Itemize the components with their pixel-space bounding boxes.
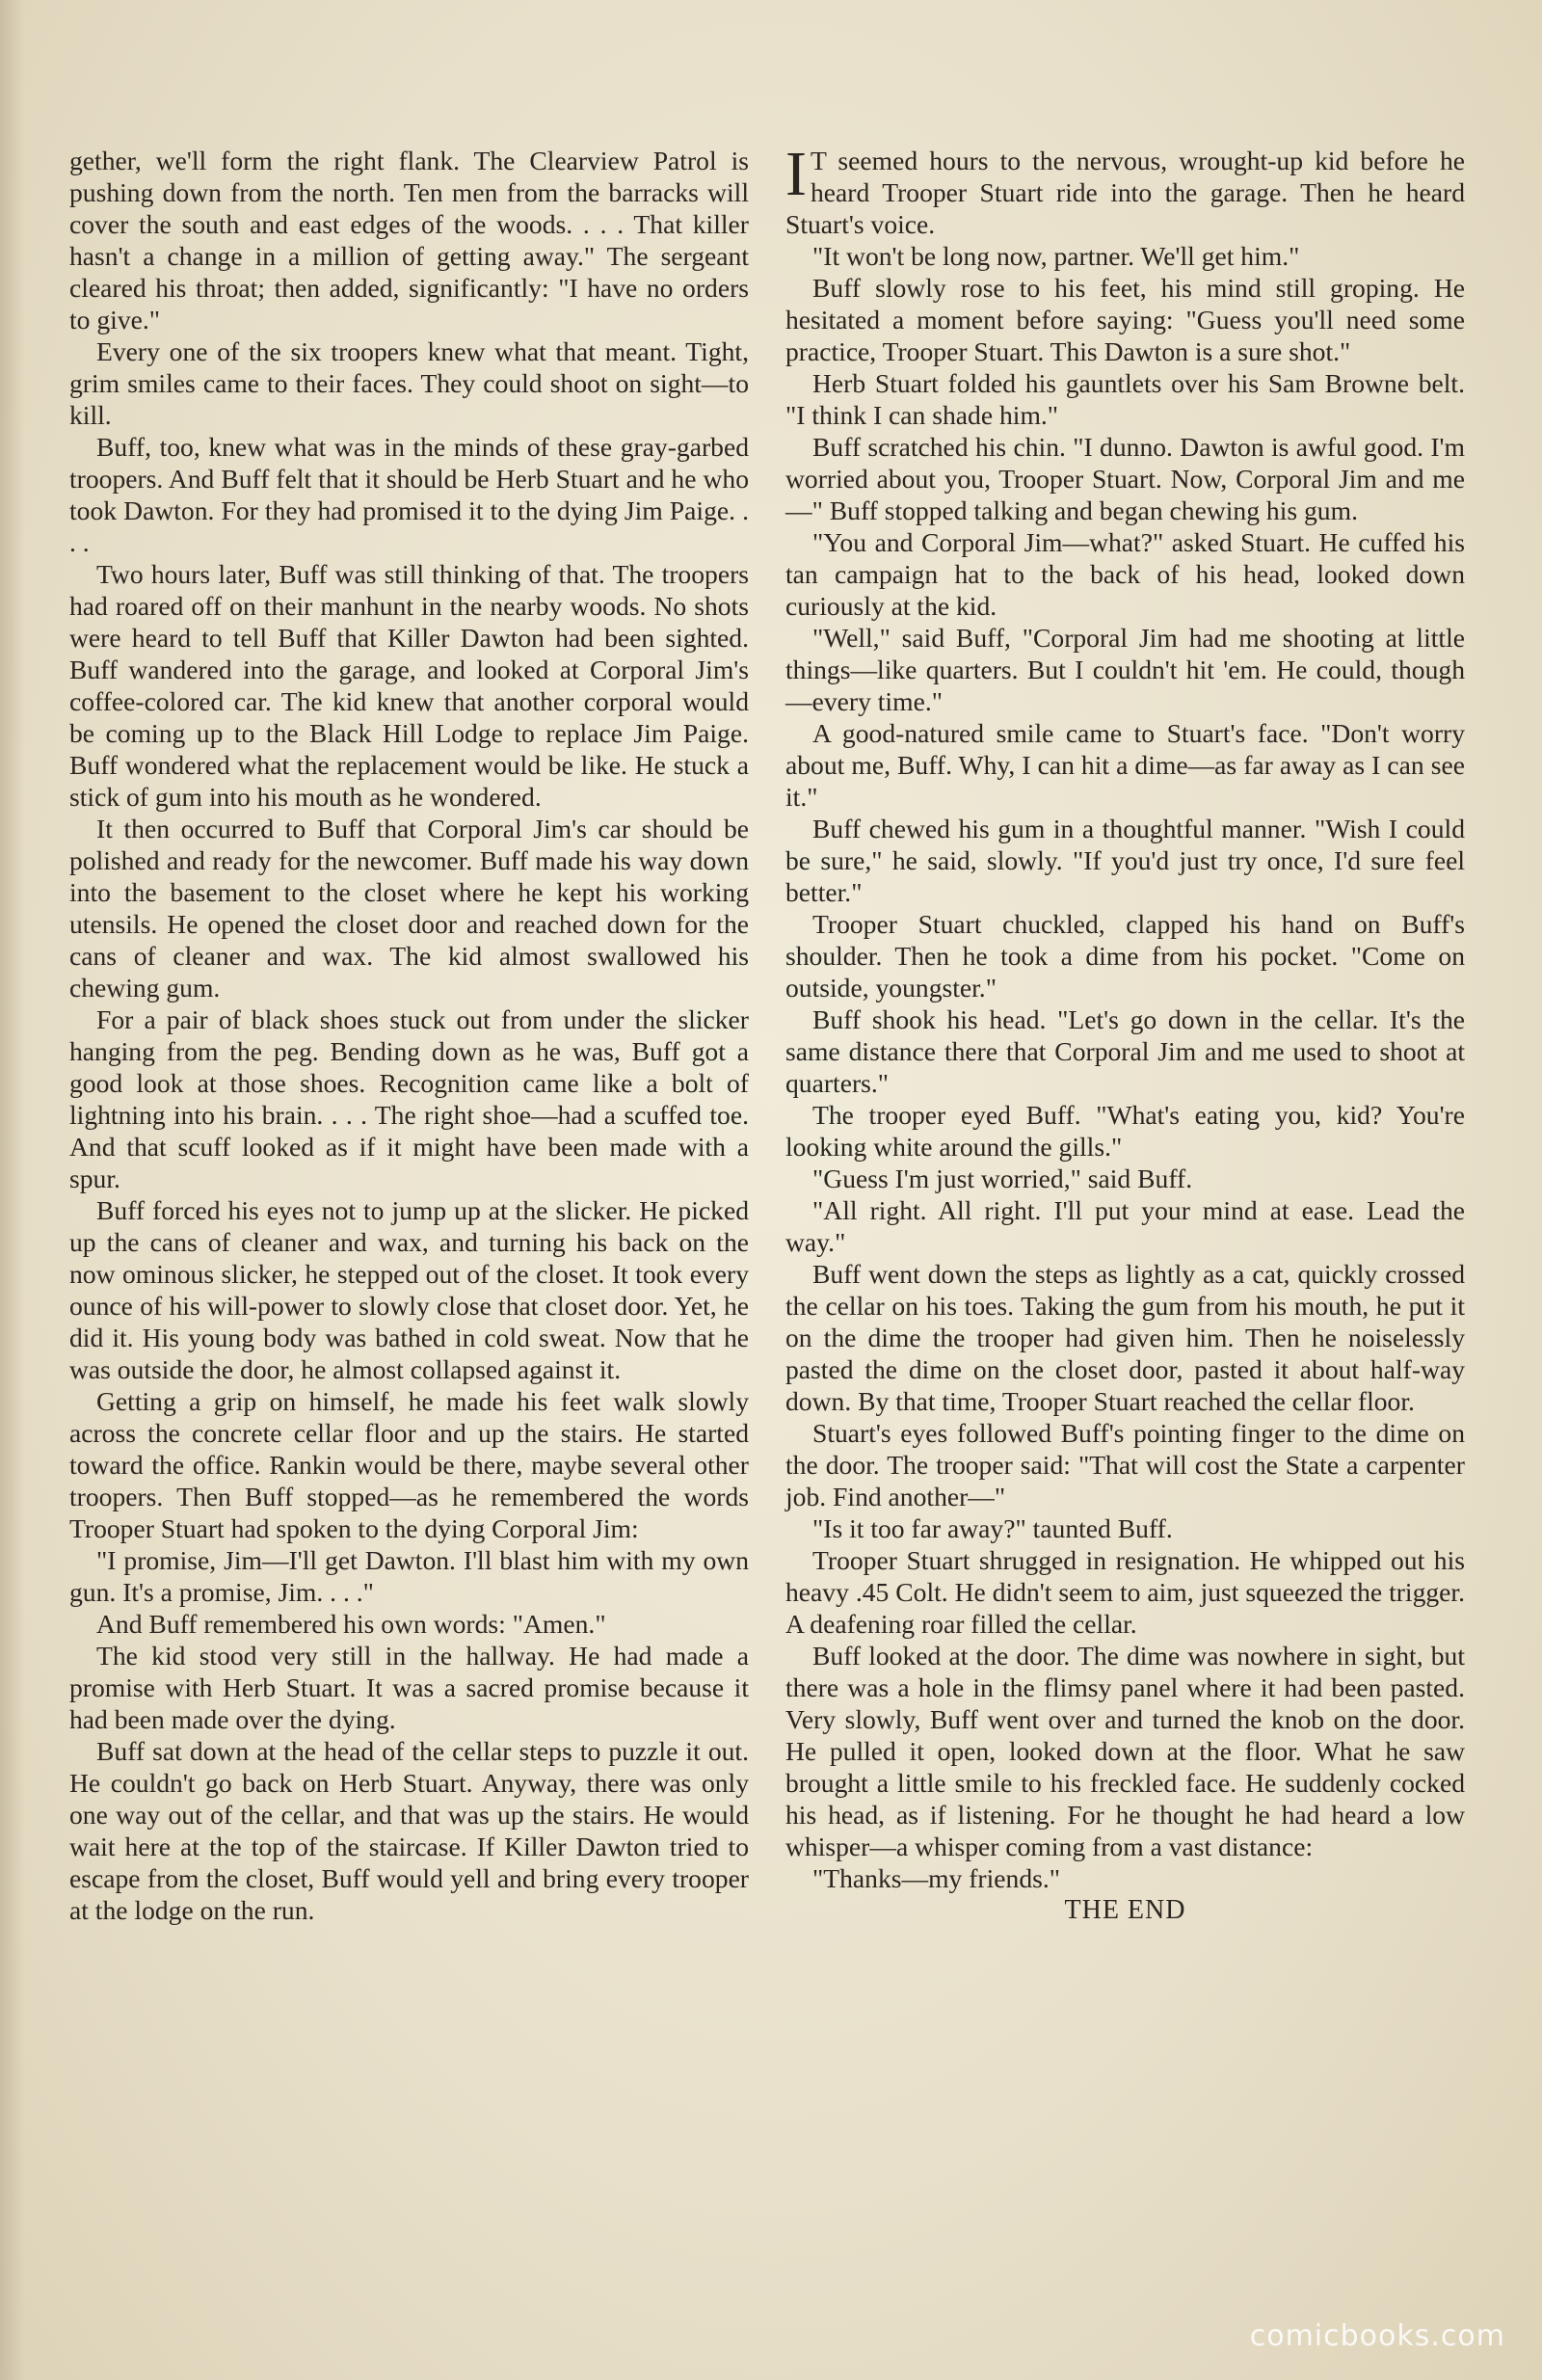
paragraph: Buff, too, knew what was in the minds of these gray-garbed troopers. And Buff felt that it should be Herb Stuart and he who took Dawton. For they had promised it to the dying Jim Paige. . . . [69,432,749,557]
paragraph: For a pair of black shoes stuck out from under the slicker hanging from the peg. Bending down as he was, Buff got a good look at those shoes. Recognition came like a bolt of lightning into his brain. . . . The right shoe—had a scuffed toe. And that scuff looked as if it might have been made with a spur. [69,1004,749,1193]
paragraph: Trooper Stuart chuckled, clapped his hand on Buff's shoulder. Then he took a dime from his pocket. "Come on outside, youngster." [785,909,1465,1003]
paragraph: Stuart's eyes followed Buff's pointing finger to the dime on the door. The trooper said: "That will cost the State a carpenter job. Find another—" [785,1418,1465,1511]
paragraph: Buff sat down at the head of the cellar steps to puzzle it out. He couldn't go back on Herb Stuart. Anyway, there was only one way out of the cellar, and that was up the stairs. He would wait here at the top of the staircase. If Killer Dawton tried to escape from the closet, Buff would yell and bring every trooper at the lodge on the run. [69,1736,749,1925]
paragraph: "All right. All right. I'll put your mind at ease. Lead the way." [785,1195,1465,1257]
paragraph: Getting a grip on himself, he made his feet walk slowly across the concrete cellar floor and up the stairs. He started toward the office. Rankin would be there, maybe several other troopers. Then Buff stopped—as he remembered the words Trooper Stuart had spoken to the dying Corporal Jim: [69,1386,749,1543]
paragraph: The kid stood very still in the hallway. He had made a promise with Herb Stuart. It was a sacred promise because it had been made over the dying. [69,1641,749,1734]
paragraph: Buff forced his eyes not to jump up at the slicker. He picked up the cans of cleaner and wax, and turning his back on the now ominous slicker, he stepped out of the closet. It took every ounce of his will-power to slowly close that closet door. Yet, he did it. His young body was bathed in cold sweat. Now that he was outside the door, he almost collapsed against it. [69,1195,749,1384]
paragraph: "It won't be long now, partner. We'll get him." [812,241,1300,271]
site-watermark: comicbooks.com [1249,2319,1505,2353]
left-text-column [69,145,749,1926]
paragraph: Buff looked at the door. The dime was nowhere in sight, but there was a hole in the flimsy panel where it had been pasted. Very slowly, Buff went over and turned the knob on the door. He pulled it open, looked down at the floor. What he saw brought a little smile to his freckled face. He suddenly cocked his head, as if listening. For he thought he had heard a low whisper—a whisper coming from a vast distance: [785,1641,1465,1861]
paragraph: "You and Corporal Jim—what?" asked Stuart. He cuffed his tan campaign hat to the back of his head, looked down curiously at the kid. [785,527,1465,621]
paragraph: Herb Stuart folded his gauntlets over his Sam Browne belt. "I think I can shade him." [785,368,1465,430]
paragraph: Buff slowly rose to his feet, his mind still groping. He hesitated a moment before saying: "Guess you'll need some practice, Trooper Stuart. This Dawton is a sure shot." [785,273,1465,366]
paragraph: Trooper Stuart shrugged in resignation. He whipped out his heavy .45 Colt. He didn't seem to aim, just squeezed the trigger. A deafening roar filled the cellar. [785,1545,1465,1639]
drop-cap: I [785,139,807,209]
paragraph: Two hours later, Buff was still thinking of that. The troopers had roared off on their manhunt in the nearby woods. No shots were heard to tell Buff that Killer Dawton had been sighted. Buff wandered into the garage, and looked at Corporal Jim's coffee-colored car. The kid knew that another corporal would be coming up to the Black Hill Lodge to replace Jim Paige. Buff wondered what the replacement would be like. He stuck a stick of gum into his mouth as he wondered. [69,559,749,812]
paragraph: "Thanks—my friends." [812,1863,1061,1893]
paragraph: A good-natured smile came to Stuart's face. "Don't worry about me, Buff. Why, I can hit a dime—as far away as I can see it." [785,718,1465,812]
paragraph: And Buff remembered his own words: "Amen." [96,1609,606,1639]
paragraph: "Guess I'm just worried," said Buff. [812,1163,1193,1193]
opening-text: T seemed hours to the nervous, wrought-up kid before he heard Trooper Stuart ride into the garage. Then he heard Stuart's voice. [785,146,1465,239]
paragraph: "Is it too far away?" taunted Buff. [812,1513,1173,1543]
paragraph: "I promise, Jim—I'll get Dawton. I'll blast him with my own gun. It's a promise, Jim. . . ." [69,1545,749,1607]
paragraph: Every one of the six troopers knew what that meant. Tight, grim smiles came to their faces. They could shoot on sight—to kill. [69,336,749,430]
opening-paragraph [785,139,1465,240]
paragraph: The trooper eyed Buff. "What's eating you, kid? You're looking white around the gills." [785,1100,1465,1162]
paragraph: It then occurred to Buff that Corporal Jim's car should be polished and ready for the newcomer. Buff made his way down into the basement to the closet where he kept his working utensils. He opened the closet door and reached down for the cans of cleaner and wax. The kid almost swallowed his chewing gum. [69,814,749,1003]
the-end-label: THE END [1064,1895,1186,1925]
right-text-column [785,139,1465,1926]
paragraph: Buff went down the steps as lightly as a cat, quickly crossed the cellar on his toes. Taking the gum from his mouth, he put it on the dime the trooper had given him. Then he noiselessly pasted the dime on the closet door, pasted it about half-way down. By that time, Trooper Stuart reached the cellar floor. [785,1259,1465,1416]
paragraph: gether, we'll form the right flank. The Clearview Patrol is pushing down from the north. Ten men from the barracks will cover the south and east edges of the woods. . . . That killer hasn't a change in a million of getting away." The sergeant cleared his throat; then added, significantly: "I have no orders to give." [69,146,749,334]
paragraph: Buff chewed his gum in a thoughtful manner. "Wish I could be sure," he said, slowly. "If you'd just try once, I'd sure feel better." [785,814,1465,907]
paragraph: "Well," said Buff, "Corporal Jim had me shooting at little things—like quarters. But I couldn't hit 'em. He could, though—every time." [785,623,1465,716]
paragraph: Buff scratched his chin. "I dunno. Dawton is awful good. I'm worried about you, Trooper Stuart. Now, Corporal Jim and me—" Buff stopped talking and began chewing his gum. [785,432,1465,525]
paragraph: Buff shook his head. "Let's go down in the cellar. It's the same distance there that Corporal Jim and me used to shoot at quarters." [785,1004,1465,1098]
